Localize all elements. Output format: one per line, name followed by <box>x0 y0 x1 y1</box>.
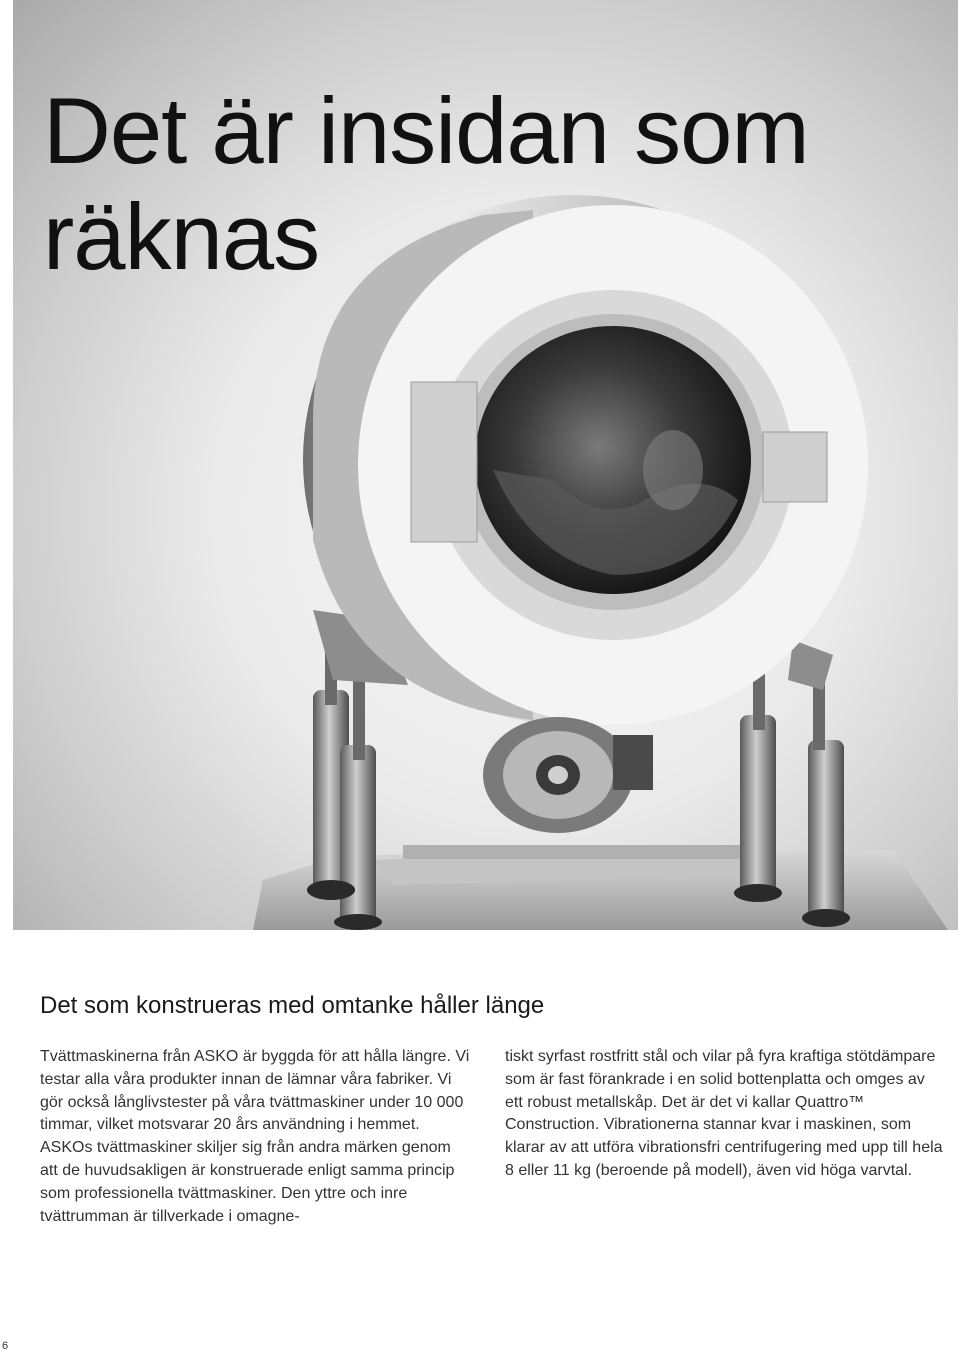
title-line-1: Det är insidan som <box>43 78 809 183</box>
title-line-2: räknas <box>43 184 320 289</box>
motor <box>483 717 653 833</box>
page-title <box>43 78 809 290</box>
page-number: 6 <box>2 1340 9 1352</box>
hero-image <box>13 0 958 930</box>
body-text-left: Tvättmaskinerna från ASKO är byggda för att hålla längre. Vi testar alla våra produkter innan de lämnar våra fabriker. Vi gör också långlivstester på våra tvättmaskiner under 10 000 timmar, vilket motsvarar 20 års användning i hemmet. ASKOs tvättmaskiner skiljer sig från andra märken genom att de huvudsakligen är konstruerade enligt samma princip som professionella tvättmaskiner. Den yttre och inre tvättrumman är tillverkade i omagne- <box>40 1048 470 1225</box>
body-text-right: tiskt syrfast rostfritt stål och vilar på fyra kraftiga stötdämpare som är fast förankrade i en solid bottenplatta och omges av ett robust metallskåp. Det är det vi kallar Quattro™ Construction. Vibrationerna stannar kvar i maskinen, som klarar av att utföra vibrationsfri centrifugering med upp till hela 8 eller 11 kg (beroende på modell), även vid höga varvtal. <box>505 1048 943 1179</box>
section-heading: Det som konstrueras med omtanke håller länge <box>40 992 545 1019</box>
